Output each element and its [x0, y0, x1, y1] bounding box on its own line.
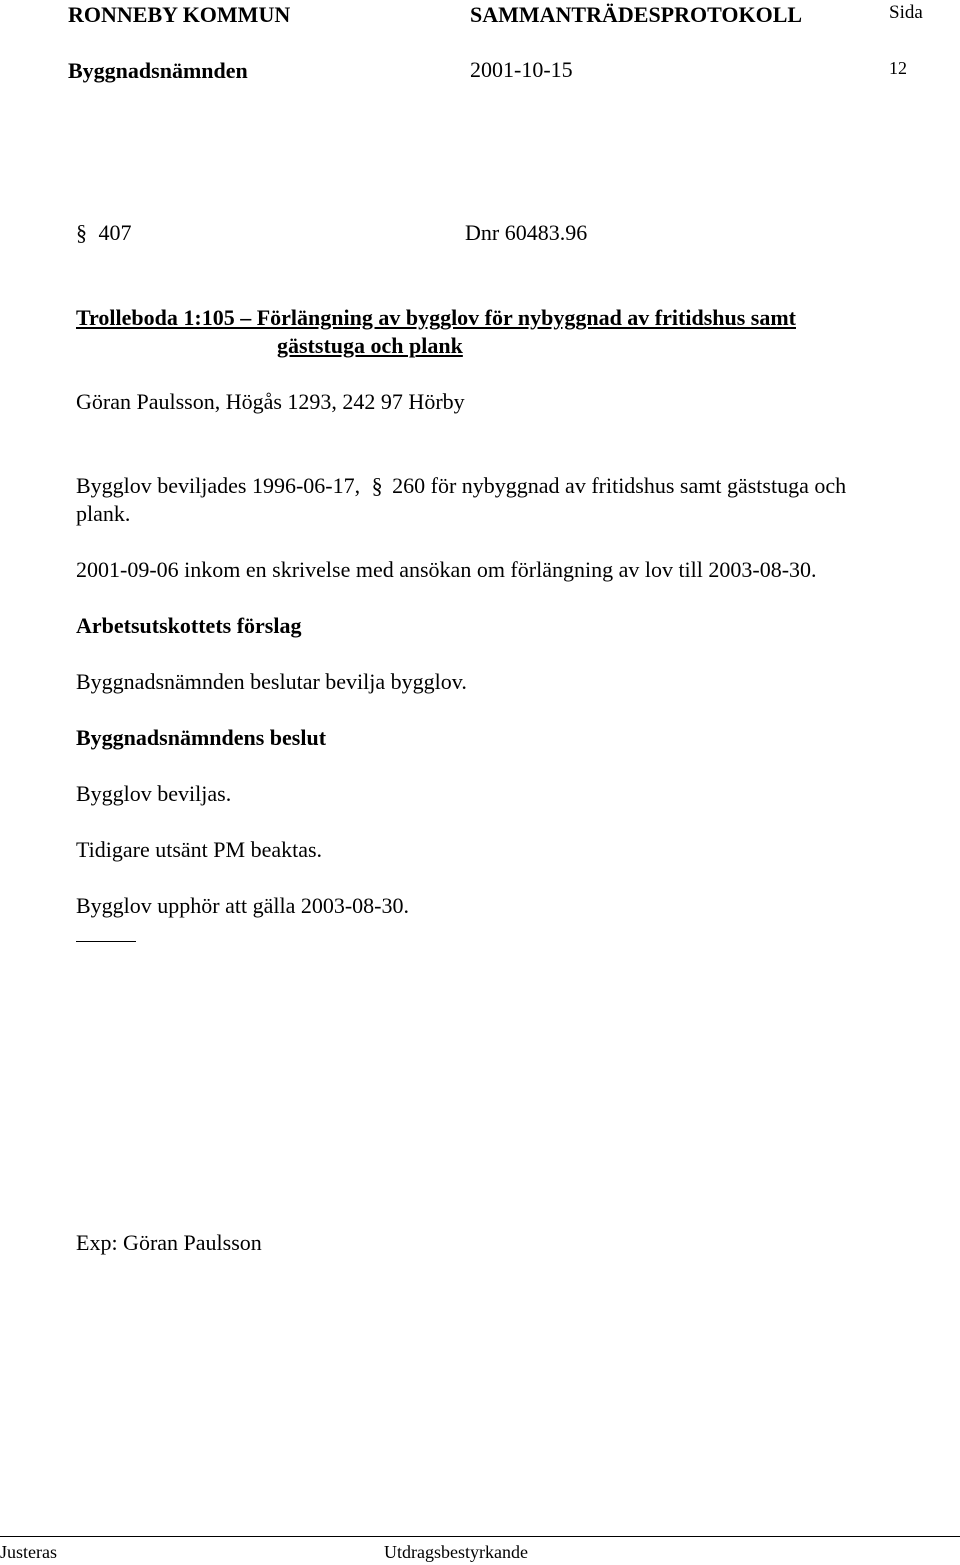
paragraph-history-cont: plank.	[76, 501, 131, 526]
case-title-line1: Trolleboda 1:105 – Förlängning av bygglov för nybyggnad av fritidshus samt	[76, 305, 796, 330]
footer-utdragsbestyrkande: Utdragsbestyrkande	[384, 1542, 528, 1562]
section-symbol: §	[76, 220, 87, 245]
decision-1: Bygglov beviljas.	[76, 781, 232, 806]
decision-2: Tidigare utsänt PM beaktas.	[76, 837, 323, 862]
document-type: SAMMANTRÄDESPROTOKOLL	[470, 2, 803, 27]
diary-number: Dnr 60483.96	[465, 220, 588, 245]
heading-decision: Byggnadsnämndens beslut	[76, 725, 327, 750]
expedition: Exp: Göran Paulsson	[76, 1230, 262, 1255]
paragraph-application: 2001-09-06 inkom en skrivelse med ansökan om förlängning av lov till 2003-08-30.	[76, 557, 817, 582]
decision-3: Bygglov upphör att gälla 2003-08-30.	[76, 893, 410, 918]
end-rule	[76, 941, 136, 942]
footer-rule	[0, 1536, 960, 1537]
proposal-text: Byggnadsnämnden beslutar bevilja bygglov.	[76, 669, 467, 694]
committee-name: Byggnadsnämnden	[68, 58, 248, 83]
paragraph-history: Bygglov beviljades 1996-06-17, § 260 för nybyggnad av fritidshus samt gäststuga och	[76, 473, 847, 498]
section-symbol: §	[371, 473, 383, 498]
page-label: Sida	[889, 2, 923, 23]
case-title-line2: gäststuga och plank	[277, 333, 463, 358]
page-number: 12	[889, 58, 907, 78]
heading-proposal: Arbetsutskottets förslag	[76, 613, 302, 638]
section-number: § 407	[76, 220, 132, 245]
org-name: RONNEBY KOMMUN	[68, 2, 291, 27]
footer-justeras: Justeras	[0, 1542, 57, 1562]
meeting-date: 2001-10-15	[470, 57, 573, 82]
applicant: Göran Paulsson, Högås 1293, 242 97 Hörby	[76, 389, 465, 414]
